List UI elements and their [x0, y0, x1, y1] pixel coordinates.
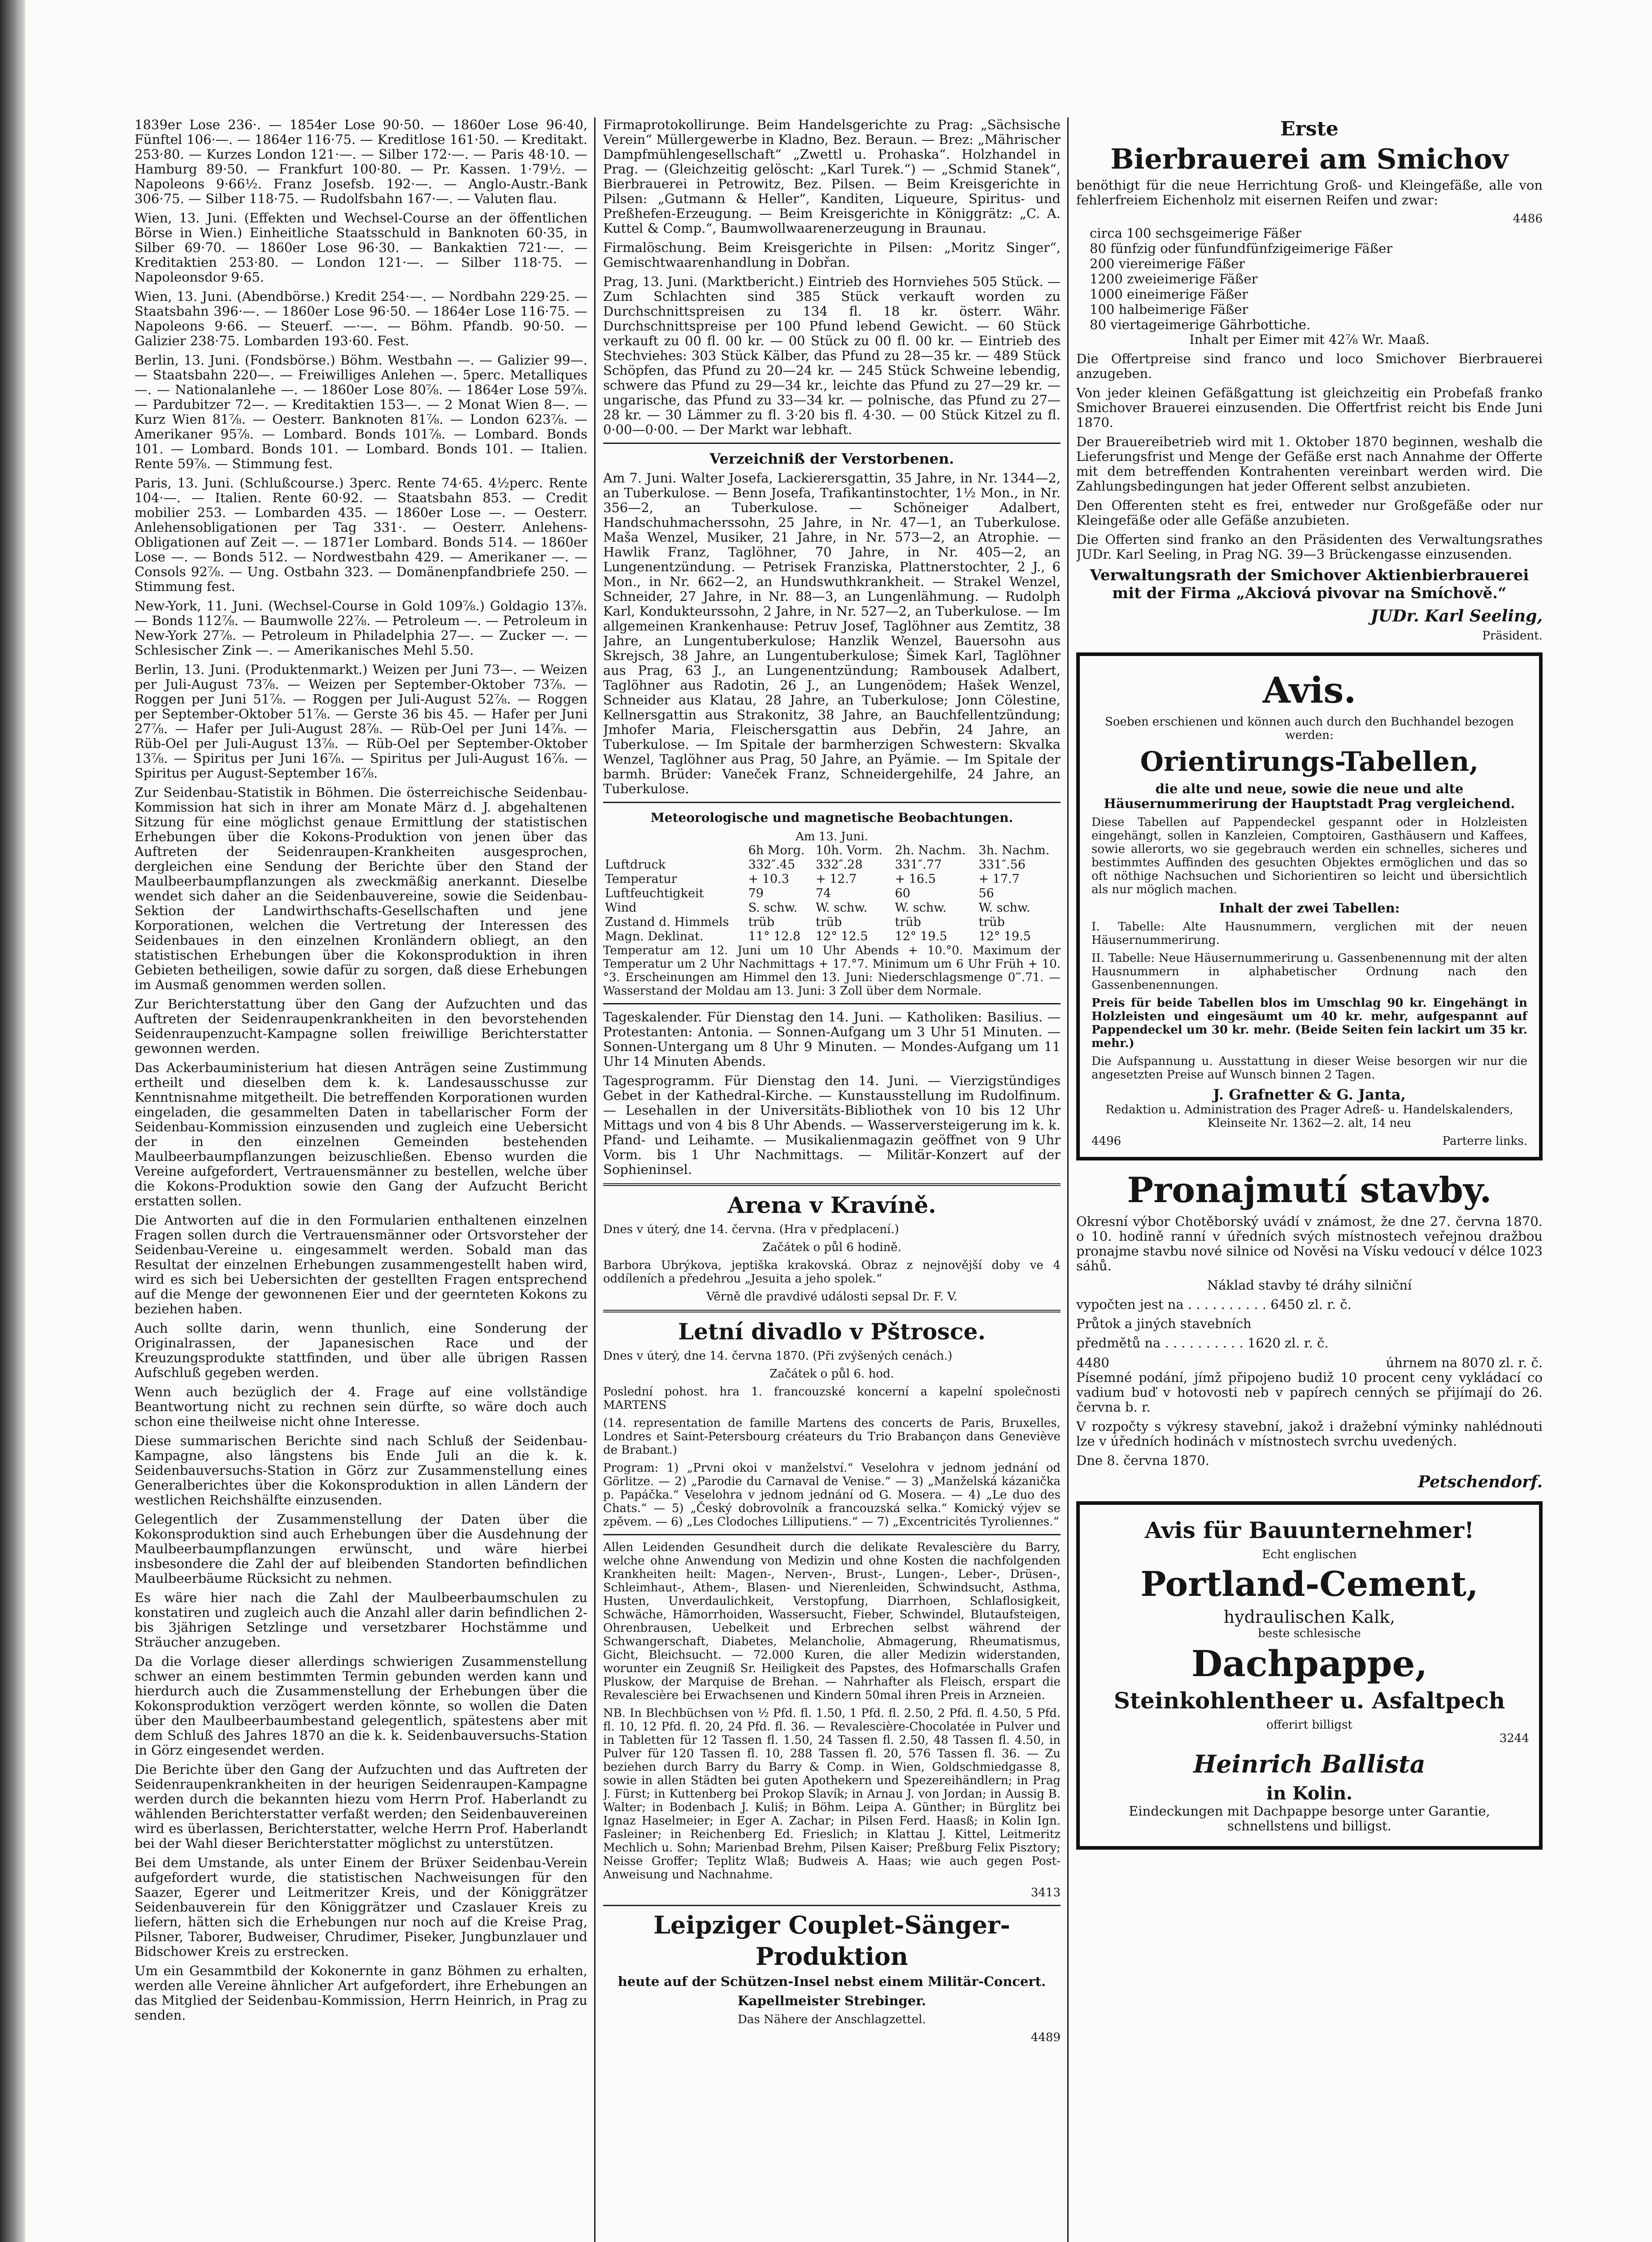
meteo-cell: Magn. Deklinat. [605, 930, 704, 943]
brewery-signature-title: Präsident. [1482, 629, 1543, 643]
lease-date: Dne 8. června 1870. [1076, 1453, 1210, 1468]
meteo-row [603, 915, 1061, 930]
leipzig-venue: heute auf der Schützen-Insel nebst einem Militär-Concert. [617, 1974, 1046, 1989]
meteo-cell: Luftdruck [605, 858, 666, 872]
day-calendar: Tageskalender. Für Dienstag den 14. Juni. — Katholiken: Basilius. — Protestanten: Antonia. — Sonnen-Aufgang um 3 Uhr 51 Minuten. — Sonnen-Untergang um 8 Uhr 9 Minuten. — Mondes-Aufgang um 11 Uhr 14 Minuten Abends. [603, 1009, 1061, 1069]
brewery-intro: benöthigt für die neue Herrichtung Groß- und Kleingefäße, alle von fehlerfreiem Eichenholz mit eisernen Reifen und zwar: [1076, 178, 1543, 208]
leipzig-note: Das Nähere der Anschlagzettel. [738, 2013, 926, 2026]
avis-box [1076, 652, 1543, 1160]
barrel-item: 200 viereimerige Fäßer [1090, 256, 1245, 271]
summer-theatre-date: Dnes v úterý, dne 14. června 1870. (Při zvýšených cenách.) [603, 1349, 952, 1363]
cement-kicker-2: beste schlesische [1258, 1627, 1361, 1640]
meteo-cell: trüb [895, 915, 922, 929]
lease-cost-1: vypočten jest na . . . . . . . . . . 6450 zl. r. č. [1076, 1297, 1352, 1312]
summer-theatre-program: Program: 1) „Prvni okoi v manželství.“ Veselohra v jednom jednání od Görlitze. — 2) „Parodie du Carnaval de Venise.“ — 3) „Manželská kázanička p. Papáčka.“ Veselohra v jednom jednání od G. Mosera. — 4) „Le duo des Chats.“ — 5) „Český dobrovolník a francouzská selka.“ Komický výjev se zpěvem. — 6) „Les Clodoches Lilliputiens.“ — 7) „Excentricités Tyroliennes.“ [603, 1461, 1061, 1529]
ad-number: 4480 [1076, 1355, 1109, 1370]
deaths-heading: Verzeichniß der Verstorbenen. [709, 450, 954, 467]
barrel-item: 80 fünfzig oder fünfundfünfzigeimerige Fäßer [1090, 241, 1393, 256]
ad-number: 4489 [1030, 2031, 1061, 2044]
column-rule-2 [1067, 117, 1069, 2242]
lease-total-row [1076, 1355, 1543, 1370]
firm-deletions: Firmalöschung. Beim Kreisgerichte in Pilsen: „Moritz Singer“, Gemischtwaarenhandlung in Dobřan. [603, 240, 1061, 270]
meteo-header-cell: 3h. Nachm. [978, 843, 1050, 857]
meteo-cell: 331″.77 [895, 858, 942, 872]
article-paragraph: Zur Seidenbau-Statistik in Böhmen. Die österreichische Seidenbau-Kommission hat sich in ihrer am Monate März d. J. abgehaltenen Sitzung für eine möglichst genaue Ermittlung der statistischen Erhebungen über die Kokons-Produktion von jenen über das Auftreten der Seidenraupen-Krankheiten ausgesprochen, dergleichen eine Sendung der Berichte über den Stand der Maulbeerbaumpflanzungen als zweckmäßig anerkannt. Dieselbe wendet sich daher an die Seidenbauvereine, sowie die Seidenbau-Sektion der Landwirthschafts-Gesellschaften und jene Korporationen, welchen die Vertretung der Interessen des Seidenbaues in den einzelnen Kronländern obliegt, an den statistischen Erhebungen über die Kokonsproduktion in ihren Gebieten betheiligen, sowie dafür zu sorgen, daß diese Erhebungen im Ausmaß genommen werden sollen. [135, 785, 587, 992]
article-paragraph: Bei dem Umstande, als unter Einem der Brüxer Seidenbau-Verein aufgefordert wurde, die statistischen Nachweisungen für den Saazer, Egerer und Leitmeritzer Kreis, und der Königgrätzer Seidenbauverein für den Königgrätzer und Czaslauer Kreis zu liefern, hätten sich die Erhebungen nur noch auf die Kreise Prag, Pilsner, Taborer, Budweiser, Chrudimer, Piseker, Jungbunzlauer und Bidschower Kreis zu erstrecken. [135, 1855, 587, 1959]
article-paragraph: Berlin, 13. Juni. (Fondsbörse.) Böhm. Westbahn —. — Galizier 99—. — Staatsbahn 220—. — Freiwilliges Anlehen —. 5perc. Metalliques —. — Nationalanlehe —. — 1860er Lose 80⅞. — 1864er Lose 59⅞. — Pardubitzer 72—. — Kreditaktien 153—. — 2 Monat Wien 8—. — Kurz Wien 81⅞. — Oesterr. Banknoten 81⅞. — London 623⅞. — Amerikaner 95⅞. — Lombard. Bonds 101⅞. — Lombard. Bonds 101. — Lombard. Bonds 101. — Lombard. Bonds 101. — Italien. Rente 59⅞. — Stimmung fest. [135, 352, 587, 471]
meteo-cell: 11° 12.8 [748, 930, 801, 943]
market-report: Prag, 13. Juni. (Marktbericht.) Eintrieb des Hornviehes 505 Stück. — Zum Schlachten sind 385 Stück verkauft worden zu Durchschnittspreisen zu 134 fl. 18 kr. österr. Währ. Durchschnittspreise per 100 Pfund lebend Gewicht. — 60 Stück verkauft zu 00 fl. 00 kr. — 00 Stück zu 00 fl. 00 kr. — Eintrieb des Stechviehes: 303 Stück Kälber, das Pfund zu 28—35 kr. — 489 Stück Schöpfen, das Pfund zu 20—24 kr. — 245 Stück Schweine lebendig, schwere das Pfund zu 29—34 kr., leichte das Pfund zu 27—29 kr. — ungarische, das Pfund zu 33—34 kr. — polnische, das Pfund zu 27—28 kr. — 30 Lämmer zu fl. 3·20 bis fl. 4·30. — 00 Stück Kitzel zu fl. 0·00—0·00. — Der Markt war lebhaft. [603, 274, 1061, 437]
meteo-cell: Luftfeuchtigkeit [605, 886, 704, 900]
meteo-cell: Temperatur [605, 872, 677, 886]
deaths-list: Am 7. Juni. Walter Josefa, Lackierersgattin, 35 Jahre, in Nr. 1344—2, an Tuberkulose. — Benn Josefa, Trafikantinstochter, 1½ Mon., in Nr. 356—2, an Tuberkulose. — Schöneiger Adalbert, Handschuhmacherssohn, 25 Jahre, in Nr. 47—1, an Tuberkulose. Maša Wenzel, Musiker, 21 Jahre, in Nr. 573—2, an Atrophie. — Hawlik Franz, Taglöhner, 70 Jahre, in Nr. 405—2, an Lungenentzündung. — Petrisek Franziska, Plattnerstochter, 2 J., 6 Mon., in Nr. 662—2, an Hundswuthkrankheit. — Strakel Wenzel, Schneider, 27 Jahre, in Nr. 88—3, an Lungenlähmung. — Rudolph Karl, Kondukteurssohn, 2 Jahre, in Nr. 527—2, an Tuberkulose. — Im allgemeinen Krankenhause: Petruv Josef, Taglöhner aus Zemtitz, 38 Jahre, an Lungentuberkulose; Hanzlik Wenzel, Bauersohn aus Skrejsch, 38 Jahre, an Lungentuberkulose; Šimek Karl, Taglöhner aus Prag, 63 J., an Lungenentzündung; Rambousek Adalbert, Taglöhner aus Radotin, 26 J., an Lungenödem; Hašek Wenzel, Schneider aus Klatau, 28 Jahre, an Tuberkulose; Jonn Cölestine, Kellnersgattin aus Strakonitz, 38 Jahre, an Bauchfellentzündung; Jmhofer Maria, Fleischersgattin aus Debřin, 24 Jahre, an Tuberkulose. — Im Spitale der barmherzigen Schwestern: Skvalka Wenzel, Taglöhner aus Prag, 50 Jahre, an Pyämie. — Im Spitale der barmh. Brüder: Vaneček Franz, Schneidergehilfe, 24 Jahre, an Tuberkulose. [603, 470, 1061, 796]
brewery-board: Verwaltungsrath der Smichover Aktienbierbrauerei mit der Firma „Akciová pivovar na Smíchově.“ [1090, 566, 1529, 602]
avis-intro: Soeben erschienen und können auch durch den Buchhandel bezogen werden: [1104, 715, 1514, 742]
barrel-item: 80 viertageimerige Gährbottiche. [1090, 317, 1311, 332]
avis-title: Avis. [1262, 669, 1356, 711]
barrel-item: 1200 zweieimerige Fäßer [1090, 271, 1258, 287]
article-paragraph: Berlin, 13. Juni. (Produktenmarkt.) Weizen per Juni 73—. — Weizen per Juli-August 73⅞. — Weizen per September-Oktober 73⅞. — Roggen per Juni 51⅞. — Roggen per Juli-August 52⅞. — Roggen per September-Oktober 51⅞. — Gerste 36 bis 45. — Hafer per Juni 27⅞. — Hafer per Juli-August 28⅞. — Rüb-Oel per Juni 14⅞. — Rüb-Oel per Juli-August 13⅞. — Rüb-Oel per September-Oktober 13⅞. — Spiritus per Juni 16⅞. — Spiritus per Juli-August 16⅞. — Spiritus per August-September 16⅞. [135, 662, 587, 781]
meteo-cell: W. schw. [895, 901, 947, 915]
divider [603, 1003, 1061, 1004]
cement-city: in Kolin. [1266, 1783, 1353, 1804]
avis-table-2: II. Tabelle: Neue Häusernummerirung u. Gassenbenennung mit der alten Hausnummern in alphabetischer Ordnung nach den Gassenbenennungen. [1091, 952, 1527, 992]
lease-cost-2-label: Průtok a jiných stavebních [1076, 1316, 1252, 1331]
meteo-cell: 12° 19.5 [895, 930, 948, 943]
avis-table-1: I. Tabelle: Alte Hausnummern, verglichen mit der neuen Häusernummerirung. [1091, 920, 1527, 947]
cement-seller: Heinrich Ballista [1193, 1750, 1426, 1778]
article-paragraph: Das Ackerbauministerium hat diesen Anträgen seine Zustimmung ertheilt und dieselben dem k. k. Landesausschusse zur Kenntnisnahme mitgetheilt. Die betreffenden Korporationen wurden eingeladen, die gesammelten Daten in tabellarischer Form der Seidenbau-Kommission einzusenden und zugleich eine Uebersicht der in den einzelnen Gemeinden bestehenden Maulbeerbaumpflanzungen beizuschließen. Ebenso wurden die Vereine aufgefordert, Vertrauensmänner zu bestellen, welche über die Kokons-Produktion sowie den Gang der Aufzucht Bericht erstatten sollen. [135, 1060, 587, 1208]
leipzig-conductor: Kapellmeister Strebinger. [737, 1993, 926, 2008]
brewery-unit: Inhalt per Eimer mit 42⅞ Wr. Maaß. [1189, 332, 1430, 347]
avis-delivery: Die Aufspannung u. Ausstattung in dieser Weise besorgen wir nur die angesetzten Preise auf Wunsch binnen 2 Tagen. [1091, 1055, 1527, 1082]
avis-subtitle: die alte und neue, sowie die neue und alte Häusernummerirung der Hauptstadt Prag vergleichend. [1104, 781, 1515, 811]
meteo-cell: trüb [748, 915, 775, 929]
meteo-cell: + 16.5 [895, 872, 936, 886]
barrel-item: 1000 eineimerige Fäßer [1090, 287, 1248, 302]
article-paragraph: Es wäre hier nach die Zahl der Maulbeerbaumschulen zu konstatiren und zugleich auch die Anzahl aller darin befindlichen 2- bis 3jährigen Setzlinge und versetzbarer Hochstämme und Sträucher anzugeben. [135, 1590, 587, 1650]
article-paragraph: Wien, 13. Juni. (Effekten und Wechsel-Course an der öffentlichen Börse in Wien.) Einheitliche Staatsschuld in Banknoten 60·35, in Silber 69·70. — 1860er Lose 96·30. — Bankaktien 721·—. — Kreditaktien 253·80. — London 121·—. — Silber 118·75. — Napoleonsdor 9·65. [135, 210, 587, 285]
meteo-header-cell: 2h. Nachm. [895, 843, 966, 857]
article-paragraph: Gelegentlich der Zusammenstellung der Daten über die Kokonsproduktion sind auch Erhebungen über die Ausdehnung der Maulbeerbaumpflanzungen erwünscht, und wäre hierbei insbesondere die Zahl der auf bleibenden Standorten befindlichen Maulbeerbäume Rücksicht zu nehmen. [135, 1512, 587, 1586]
avis-address: Redaktion u. Administration des Prager Adreß- u. Handelskalenders, Kleinseite Nr. 1362—2. alt, 14 neu [1105, 1103, 1513, 1130]
cement-offer: offerirt billigst [1266, 1718, 1352, 1732]
brewery-signature: JUDr. Karl Seeling, [1370, 607, 1543, 626]
barrel-list [1076, 226, 1543, 332]
meteo-cell: 332″.45 [748, 858, 796, 872]
meteo-cell: 332″.28 [815, 858, 863, 872]
article-paragraph: 1839er Lose 236·. — 1854er Lose 90·50. — 1860er Lose 96·40, Fünftel 106·—. — 1864er 116·75. — Kreditlose 161·50. — Kreditakt. 253·80. — Kurzes London 121·—. — Silber 172·—. — Paris 48·10. — Hamburg 89·50. — Frankfurt 100·80. — Pr. Kassen. 1·79½. — Napoleons 9·66½. Franz Josefsb. 192·—. — Anglo-Austr.-Bank 306·75. — Silber 118·75. — Rudolfsbahn 167·—. — Valuten flau. [135, 117, 587, 206]
meteo-cell: Wind [605, 901, 637, 915]
cement-product: Portland-Cement, [1140, 1564, 1478, 1604]
avis-product: Orientirungs-Tabellen, [1140, 746, 1479, 778]
barrel-item: circa 100 sechsgeimerige Fäßer [1090, 226, 1302, 241]
column-local-news [603, 117, 1061, 2242]
meteo-row [603, 886, 1061, 901]
brewery-title: Bierbrauerei am Smichov [1110, 143, 1509, 175]
meteo-cell: + 17.7 [978, 872, 1020, 886]
meteo-cell: 79 [748, 886, 764, 900]
meteo-cell: trüb [815, 915, 842, 929]
meteo-notes: Temperatur am 12. Juni um 10 Uhr Abends + 10.°0. Maximum der Temperatur um 2 Uhr Nachmittags + 17.°7. Minimum um 6 Uhr Früh + 10.°3. Erscheinungen am Himmel den 13. Juni: Niederschlagsmenge 0‴.71. — Wasserstand der Moldau am 13. Juni: 3 Zoll über dem Normale. [603, 944, 1061, 998]
column-financial [135, 117, 587, 2242]
meteo-date: Am 13. Juni. [796, 830, 868, 843]
brewery-address: Die Offerten sind franko an den Präsidenten des Verwaltungsrathes JUDr. Karl Seeling, in Prag NG. 39—3 Brückengasse einzusenden. [1076, 532, 1543, 562]
meteo-row [603, 858, 1061, 872]
meteo-table [603, 843, 1061, 944]
leipzig-title-2: Produktion [755, 1942, 909, 1971]
cement-roofing: Dachpappe, [1191, 1642, 1428, 1685]
divider [603, 1183, 1061, 1186]
revalesciere-ad: Allen Leidenden Gesundheit durch die delikate Revalescière du Barry, welche ohne Anwendung von Medizin und ohne Kosten die nachfolgenden Krankheiten heilt: Magen-, Nerven-, Brust-, Lungen-, Leber-, Drüsen-, Schleimhaut-, Athem-, Blasen- und Nierenleiden, Schwindsucht, Asthma, Husten, Unverdaulichkeit, Verstopfung, Diarrhoen, Schlaflosigkeit, Schwäche, Hämorrhoiden, Wassersucht, Fieber, Schwindel, Blutaufsteigen, Ohrenbrausen, Uebelkeit und Erbrechen selbst während der Schwangerschaft, Diabetes, Melancholie, Abmagerung, Rheumatismus, Gicht, Bleichsucht. — 72.000 Kuren, die aller Medizin widerstanden, worunter ein Zeugniß Sr. Heiligkeit des Papstes, des Hofmarschalls Grafen Pluskow, der Marquise de Brehan. — Nahrhafter als Fleisch, erspart die Revalescière bei Erwachsenen und Kindern 50mal ihren Preis in Arzneien. [603, 1541, 1061, 1702]
ad-number: 4496 [1091, 1134, 1122, 1148]
summer-theatre-french: (14. representation de famille Martens des concerts de Paris, Bruxelles, Londres et Saint-Petersbourg créateurs du Trio Brabançon dans Geneviève de Brabant.) [603, 1416, 1061, 1457]
cement-box [1076, 1501, 1543, 1850]
meteo-header-cell: 10h. Vorm. [815, 843, 883, 857]
meteo-cell: + 10.3 [748, 872, 789, 886]
lease-title: Pronajmutí stavby. [1127, 1170, 1492, 1211]
meteo-cell: W. schw. [978, 901, 1030, 915]
meteo-cell: Zustand d. Himmels [605, 915, 729, 929]
divider [603, 443, 1061, 444]
article-paragraph: Die Berichte über den Gang der Aufzuchten und das Auftreten der Seidenraupenkrankheiten in der heurigen Seidenraupen-Kampagne werden durch die bekannten hiezu vom Herrn Prof. Haberlandt zu wählenden Berichterstatter verfaßt werden; den Seidenbauvereinen wird es überlassen, Berichterstatter, welche Herrn Prof. Haberlandt bei der Wahl dieser Berichterstatter möglichst zu unterstützen. [135, 1762, 587, 1851]
summer-theatre-company: Poslední pohost. hra 1. francouzské koncerní a kapelní společnosti MARTENS [603, 1385, 1061, 1412]
summer-theatre-start: Začátek o půl 6. hod. [769, 1367, 894, 1381]
lease-signature: Petschendorf. [1418, 1473, 1543, 1491]
barrel-item: 100 halbeimerige Fäßer [1090, 302, 1248, 317]
divider [603, 802, 1061, 803]
lease-cost-2: předmětů na . . . . . . . . . . 1620 zl. r. č. [1076, 1335, 1329, 1351]
meteo-heading: Meteorologische und magnetische Beobachtungen. [650, 810, 1013, 825]
avis-location: Parterre links. [1442, 1134, 1527, 1148]
brewery-kicker: Erste [1280, 117, 1339, 140]
meteo-cell: 12° 12.5 [815, 930, 868, 943]
lease-cost-heading: Náklad stavby té dráhy silniční [1207, 1277, 1412, 1293]
meteo-row [603, 872, 1061, 886]
meteo-row [603, 930, 1061, 944]
meteo-cell: 60 [895, 886, 911, 900]
brewery-choice: Den Offerenten steht es frei, entweder nur Großgefäße oder nur Kleingefäße oder alle Gefäße anzubieten. [1076, 498, 1543, 528]
day-program: Tagesprogramm. Für Dienstag den 14. Juni. — Vierzigstündiges Gebet in der Kathedral-Kirche. — Kunstausstellung im Rudolfinum. — Lesehallen in der Universitäts-Bibliothek von 10 bis 12 Uhr Mittags und von 4 bis 8 Uhr Abends. — Wasserversteigerung im k. k. Pfand- und Leihamte. — Musikalienmagazin geöffnet von 9 Uhr Vorm. bis 1 Uhr Nachmittags. — Militär-Konzert auf der Sophieninsel. [603, 1073, 1061, 1177]
meteo-header-cell: 6h Morg. [748, 843, 805, 857]
brewery-prices: Die Offertpreise sind franco und loco Smichover Bierbrauerei anzugeben. [1076, 351, 1543, 381]
meteo-header-row [603, 843, 1061, 858]
article-paragraph: Wenn auch bezüglich der 4. Frage auf eine vollständige Beantwortung nicht zu rechnen sein dürfte, so wäre doch auch schon eine theilweise nicht ohne Interesse. [135, 1384, 587, 1429]
ad-number: 4486 [1513, 212, 1543, 226]
article-paragraph: Auch sollte darin, wenn thunlich, eine Sonderung der Originalrassen, der Japanesischen Race und der Kreuzungsprodukte stattfinden, und über alle übrigen Rassen Aufschluß gegeben werden. [135, 1321, 587, 1380]
summer-theatre-title: Letní divadlo v Pštrosce. [678, 1318, 986, 1345]
article-paragraph: Die Antworten auf die in den Formularien enthaltenen einzelnen Fragen sollen durch die Vertrauensmänner oder Ortsvorsteher der Seidenbau-Vereine u. eingesammelt werden. Sobald man das Resultat der einzelnen Erhebungen zusammengestellt haben wird, wird es sich bei Uebersichten der gestellten Fragen entsprechend auf die Menge der gewonnenen Eier und der geernteten Kokons zu beziehen haben. [135, 1212, 587, 1317]
meteo-row [603, 901, 1061, 915]
arena-author: Věrně dle pravdivé události sepsal Dr. F. V. [706, 1290, 957, 1303]
cement-lime: hydraulischen Kalk, [1223, 1607, 1396, 1627]
brewery-sample: Von jeder kleinen Gefäßgattung ist gleichzeitig ein Probefaß franko Smichover Brauerei einzusenden. Die Offertfrist reicht bis Ende Juni 1870. [1076, 385, 1543, 430]
article-paragraph: Diese summarischen Berichte sind nach Schluß der Seidenbau-Kampagne, also längstens bis Ende Juli an die k. k. Seidenbauversuchs-Station in Görz zur Zusammenstellung eines Generalberichtes über die Kokonsproduktion in allen Ländern der westlichen Reichshälfte einzusenden. [135, 1433, 587, 1508]
arena-date: Dnes v úterý, dne 14. června. (Hra v předplacení.) [603, 1223, 899, 1236]
divider [603, 1905, 1061, 1906]
meteo-header-cell [603, 843, 747, 858]
meteo-cell: 12° 19.5 [978, 930, 1031, 943]
divider [603, 1534, 1061, 1535]
meteo-cell: 56 [978, 886, 994, 900]
article-paragraph: Um ein Gesammtbild der Kokonernte in ganz Böhmen zu erhalten, werden alle Vereine ähnlicher Art aufgefordert, ihre Erhebungen an das Mitglied der Seidenbau-Kommission, Herrn Heinrich, in Prag zu senden. [135, 1963, 587, 2023]
article-paragraph: Paris, 13. Juni. (Schlußcourse.) 3perc. Rente 74·65. 4½perc. Rente 104·—. — Italien. Rente 60·92. — Staatsbahn 853. — Credit mobilier 253. — Lombarden 435. — 1860er Lose —. — Oesterr. Anlehensobligationen per Tag 331·. — Oesterr. Anlehens-Obligationen auf Zeit —. — 1871er Lombard. Bonds 514. — 1860er Lose —. — Bonds 512. — Nordwestbahn 429. — Amerikaner —. — Consols 92⅞. — Ung. Ostbahn 323. — Domänenpfandbriefe 250. — Stimmung fest. [135, 475, 587, 594]
cement-headline: Avis für Bauunternehmer! [1144, 1517, 1474, 1543]
divider [603, 1310, 1061, 1312]
brewery-start: Der Brauereibetrieb wird mit 1. Oktober 1870 beginnen, weshalb die Lieferungsfrist und Menge der Gefäße erst nach Annahme der Offerte mit dem betreffenden Kontrahenten vereinbart werden wird. Die Zahlungsbedingungen hat jeder Offerent selbst anzubieten. [1076, 434, 1543, 494]
cement-note: Eindeckungen mit Dachpappe besorge unter Garantie, schnellstens und billigst. [1129, 1803, 1490, 1834]
meteo-cell: trüb [978, 915, 1005, 929]
arena-start: Začátek o půl 6 hodině. [762, 1241, 901, 1254]
meteo-cell: 331″.56 [978, 858, 1026, 872]
article-paragraph: New-York, 11. Juni. (Wechsel-Course in Gold 109⅞.) Goldagio 13⅞. — Bonds 112⅞. — Baumwolle 22⅞. — Petroleum —. — Petroleum in New-York 27⅞. — Petroleum in Philadelphia 27—. — Zucker —. — Schlesischer Zink —. — Amerikanisches Mehl 5.50. [135, 598, 587, 658]
ad-number: 3244 [1499, 1732, 1529, 1745]
meteo-cell: W. schw. [815, 901, 868, 915]
article-paragraph: Zur Berichterstattung über den Gang der Aufzuchten und das Auftreten der Seidenraupenkrankheiten in den bevorstehenden Seidenraupenzucht-Kampagne sollen freiwillige Berichterstatter gewonnen werden. [135, 996, 587, 1056]
lease-intro: Okresní výbor Chotěborský uvádí v známost, že dne 27. června 1870. o 10. hodině ranní v úředních svých místnostech veřejnou dražbou pronajme stavbu nové silnice od Nověsi na Vísku vedoucí v délce 1023 sáhů. [1076, 1214, 1543, 1273]
arena-play: Barbora Ubrýkova, jeptiška krakovská. Obraz z nejnovější doby ve 4 oddíleních a předehrou „Jesuita a jeho spolek.“ [603, 1259, 1061, 1286]
meteo-cell: S. schw. [748, 901, 798, 915]
arena-title: Arena v Kravíně. [727, 1192, 936, 1218]
avis-footer [1091, 1134, 1527, 1148]
lease-deposit: Písemné podání, jímž připojeno budiž 10 procent ceny vykládací co vadium buď v hotovosti neb v papírech cenných se přijímají do 26. června b. r. [1076, 1370, 1543, 1415]
cement-tar: Steinkohlentheer u. Asfaltpech [1113, 1687, 1505, 1714]
article-paragraph: Wien, 13. Juni. (Abendbörse.) Kredit 254·—. — Nordbahn 229·25. — Staatsbahn 396·—. — 1860er Lose 96·50. — 1864er Lose 116·75. — Napoleons 9·66. — Steuerf. —·—. — Böhm. Pfandb. 90·50. — Galizier 238·75. Lombarden 193·60. Fest. [135, 289, 587, 348]
cement-kicker: Echt englischen [1262, 1548, 1357, 1561]
avis-publisher: J. Grafnetter & G. Janta, [1213, 1086, 1406, 1103]
revalesciere-prices: NB. In Blechbüchsen von ½ Pfd. fl. 1.50, 1 Pfd. fl. 2.50, 2 Pfd. fl. 4.50, 5 Pfd. fl. 10, 12 Pfd. fl. 20, 24 Pfd. fl. 36. — Revalescière-Chocolatée in Pulver und in Tabletten für 12 Tassen fl. 1.50, 24 Tassen fl. 2.50, 48 Tassen fl. 4.50, in Pulver für 120 Tassen fl. 10, 288 Tassen fl. 20, 576 Tassen fl. 36. — Zu beziehen durch Barry du Barry & Comp. in Wien, Goldschmiedgasse 8, sowie in allen Städten bei guten Apothekern und Spezereihändlern; in Prag J. Fürst; in Kuttenberg bei Prokop Slavík; in Arnau J. von Jordan; in Aussig B. Walter; in Bodenbach J. Kuliš; in Böhm. Leipa A. Günther; in Bürglitz bei Ignaz Haselmeier; in Eger A. Zachar; in Pilsen Ferd. Haasß; in Kolin Ign. Fasleiner; in Reichenberg Ed. Frieslich; in Klattau J. Kittel, Leitmeritz Mechlich u. Sohn; Marienbad Brehm, Pilsen Kaiser; Preßburg Felix Pisztory; Neisse Groffer; Teplitz Wlaß; Budweis A. Haas; wie auch gegen Post-Anweisung und Nachnahme. [603, 1707, 1061, 1881]
page-binding-edge [0, 0, 25, 2242]
article-paragraph: Da die Vorlage dieser allerdings schwierigen Zusammenstellung schwer an einem bestimmten Termin gebunden werden kann und hierdurch auch die Zusammenstellung der Erhebungen über die Kokonsproduktion verzögert werden könnte, so wollen die Daten über den Maulbeerbaumbestand gelegentlich, spätestens aber mit dem Schluß des Jahres 1870 an die k. k. Seidenbauversuchs-Station in Görz eingesendet werden. [135, 1654, 587, 1758]
leipzig-title-1: Leipziger Couplet-Sänger- [653, 1911, 1010, 1939]
lease-documents: V rozpočty s výkresy stavební, jakož i dražební výminky nahlédnouti lze v úředních hodinách v místnostech svrchu uvedených. [1076, 1419, 1543, 1449]
avis-price: Preis für beide Tabellen blos im Umschlag 90 kr. Eingehängt in Holzleisten und eingesäumt um 40 kr. mehr, aufgespannt auf Pappendeckel um 30 kr. mehr. (Beide Seiten fein lackirt um 35 kr. mehr.) [1091, 996, 1527, 1050]
avis-contents-heading: Inhalt der zwei Tabellen: [1219, 900, 1400, 916]
avis-description: Diese Tabellen auf Pappendeckel gespannt oder in Holzleisten eingehängt, sollen in Kanzleien, Comptoiren, Gasthäusern und Kaffees, sowie allerorts, wo sie gegebrauch werden ein schnelles, sicheres und bestimmtes Auffinden des gesuchten Objektes ermöglichen und das so oft nöthige Nachsuchen und Sichorientiren so leicht und übersichtlich als nur möglich machen. [1091, 816, 1527, 896]
meteo-cell: 74 [815, 886, 831, 900]
column-rule-1 [594, 117, 596, 2242]
ad-number: 3413 [1030, 1886, 1061, 1899]
meteo-cell: + 12.7 [815, 872, 857, 886]
firm-registrations: Firmaprotokollirunge. Beim Handelsgerichte zu Prag: „Sächsische Verein“ Müllergewerbe in Kladno, Bez. Beraun. — Brez: „Mährischer Dampfmühlengesellschaft“ „Zwettl u. Prohaska“. Holzhandel in Prag. — (Gleichzeitig gelöscht: „Karl Turek.“) — „Schmid Stanek“, Bierbrauerei in Petrowitz, Bez. Pilsen. — Beim Kreisgerichte in Pilsen: „Gutmann & Heller“, Kanditen, Liqueure, Spiritus- und Preßhefen-Erzeugung. — Beim Kreisgerichte in Königgrätz: „C. A. Kuttel & Comp.“, Baumwollwaarenerzeugung in Braunau. [603, 117, 1061, 236]
column-advertisements [1076, 117, 1543, 2242]
lease-total: úhrnem na 8070 zl. r. č. [1386, 1355, 1543, 1370]
